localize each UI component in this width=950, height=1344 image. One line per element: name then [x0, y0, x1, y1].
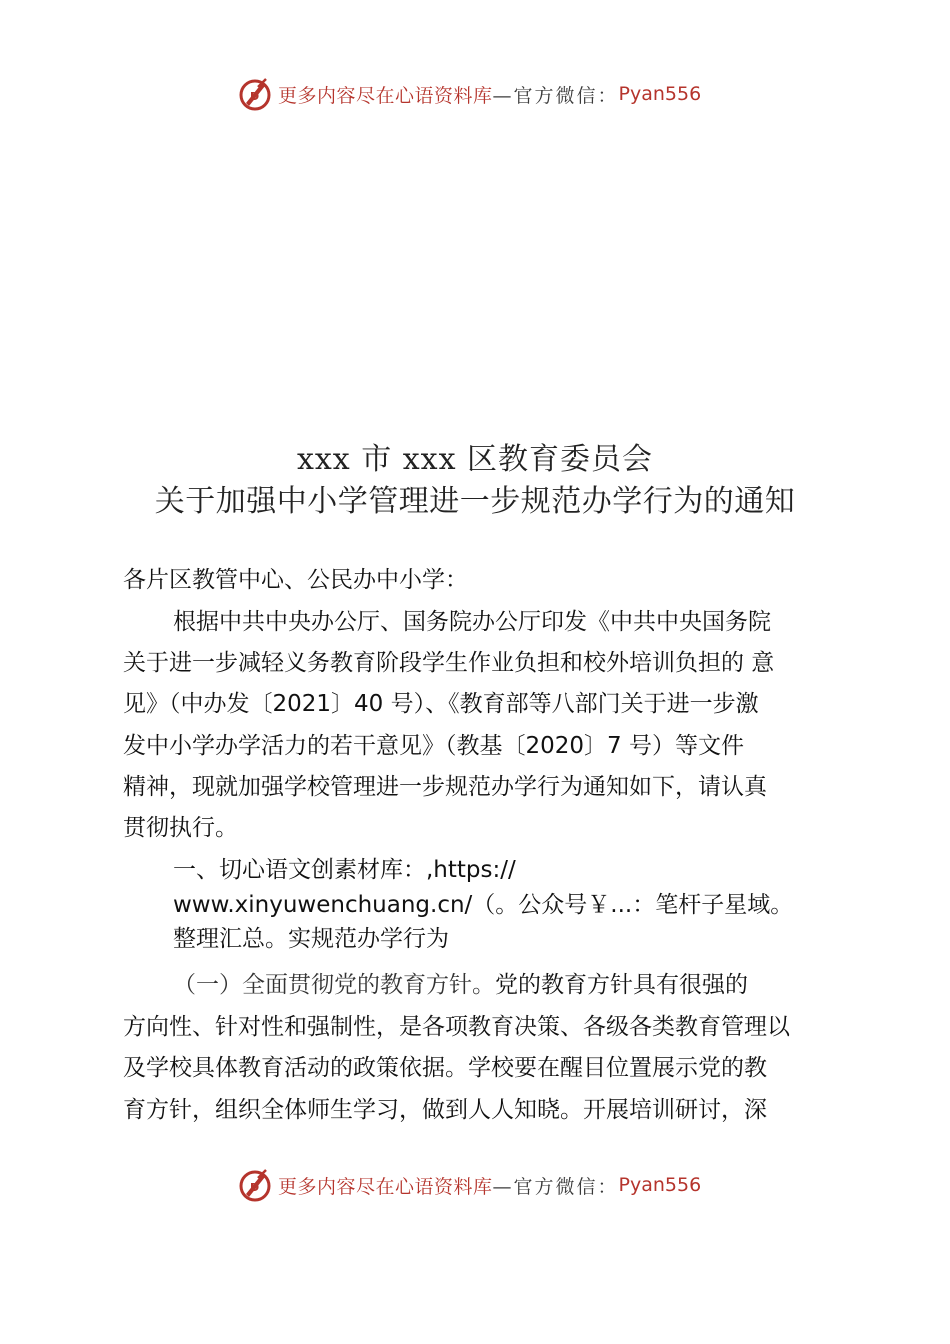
document-title-issuer: xxx 市 xxx 区教育委员会: [296, 442, 654, 477]
item-paragraph-first-line: [173, 970, 748, 1000]
banner-wechat-id: Pyan556: [618, 1174, 702, 1196]
banner-site-text: 更多内容尽在心语资料库: [278, 84, 493, 107]
paragraph-line: 方向性、针对性和强制性，是各项教育决策、各级各类教育管理以: [123, 1014, 790, 1040]
salutation: 各片区教管中心、公民办中小学：: [123, 567, 468, 593]
paragraph-line: 精神，现就加强学校管理进一步规范办学行为通知如下，请认真: [123, 774, 767, 800]
section-heading-line: 整理汇总。实规范办学行为: [173, 926, 449, 952]
paragraph-line: 根据中共中央办公厅、国务院办公厅印发《中共中央国务院: [173, 609, 771, 635]
paragraph-line: 贯彻执行。: [123, 815, 238, 841]
paragraph-line: 发中小学办学活力的若干意见》（教基〔2020〕7 号）等文件: [123, 733, 744, 759]
logo-icon: [236, 1166, 274, 1204]
svg-text:D: D: [250, 90, 260, 103]
logo-icon: [236, 75, 274, 113]
paragraph-line: 及学校具体教育活动的政策依据。学校要在醒目位置展示党的教: [123, 1055, 767, 1081]
watermark-banner-top: [236, 74, 701, 114]
banner-wechat-label: —官方微信：: [492, 1175, 619, 1198]
banner-site-text: 更多内容尽在心语资料库: [278, 1175, 493, 1198]
paragraph-line: 关于进一步减轻义务教育阶段学生作业负担和校外培训负担的 意: [123, 650, 775, 676]
section-heading-line: www.xinyuwenchuang.cn/（。公众号￥...：笔杆子星域。: [173, 892, 794, 918]
section-heading-line: 一、切心语文创素材库：,https://: [173, 857, 516, 883]
document-title-subject: 关于加强中小学管理进一步规范办学行为的通知: [154, 484, 796, 519]
item-heading: （一）全面贯彻党的教育方针。: [173, 972, 495, 998]
banner-wechat-label: —官方微信：: [492, 84, 619, 107]
watermark-banner-bottom: [236, 1165, 701, 1205]
svg-text:D: D: [250, 1181, 260, 1194]
item-text: 党的教育方针具有很强的: [495, 972, 748, 998]
paragraph-line: 见》（中办发〔2021〕40 号）、《教育部等八部门关于进一步激: [123, 691, 759, 717]
banner-wechat-id: Pyan556: [618, 83, 702, 105]
paragraph-line: 育方针，组织全体师生学习，做到人人知晓。开展培训研讨，深: [123, 1097, 767, 1123]
